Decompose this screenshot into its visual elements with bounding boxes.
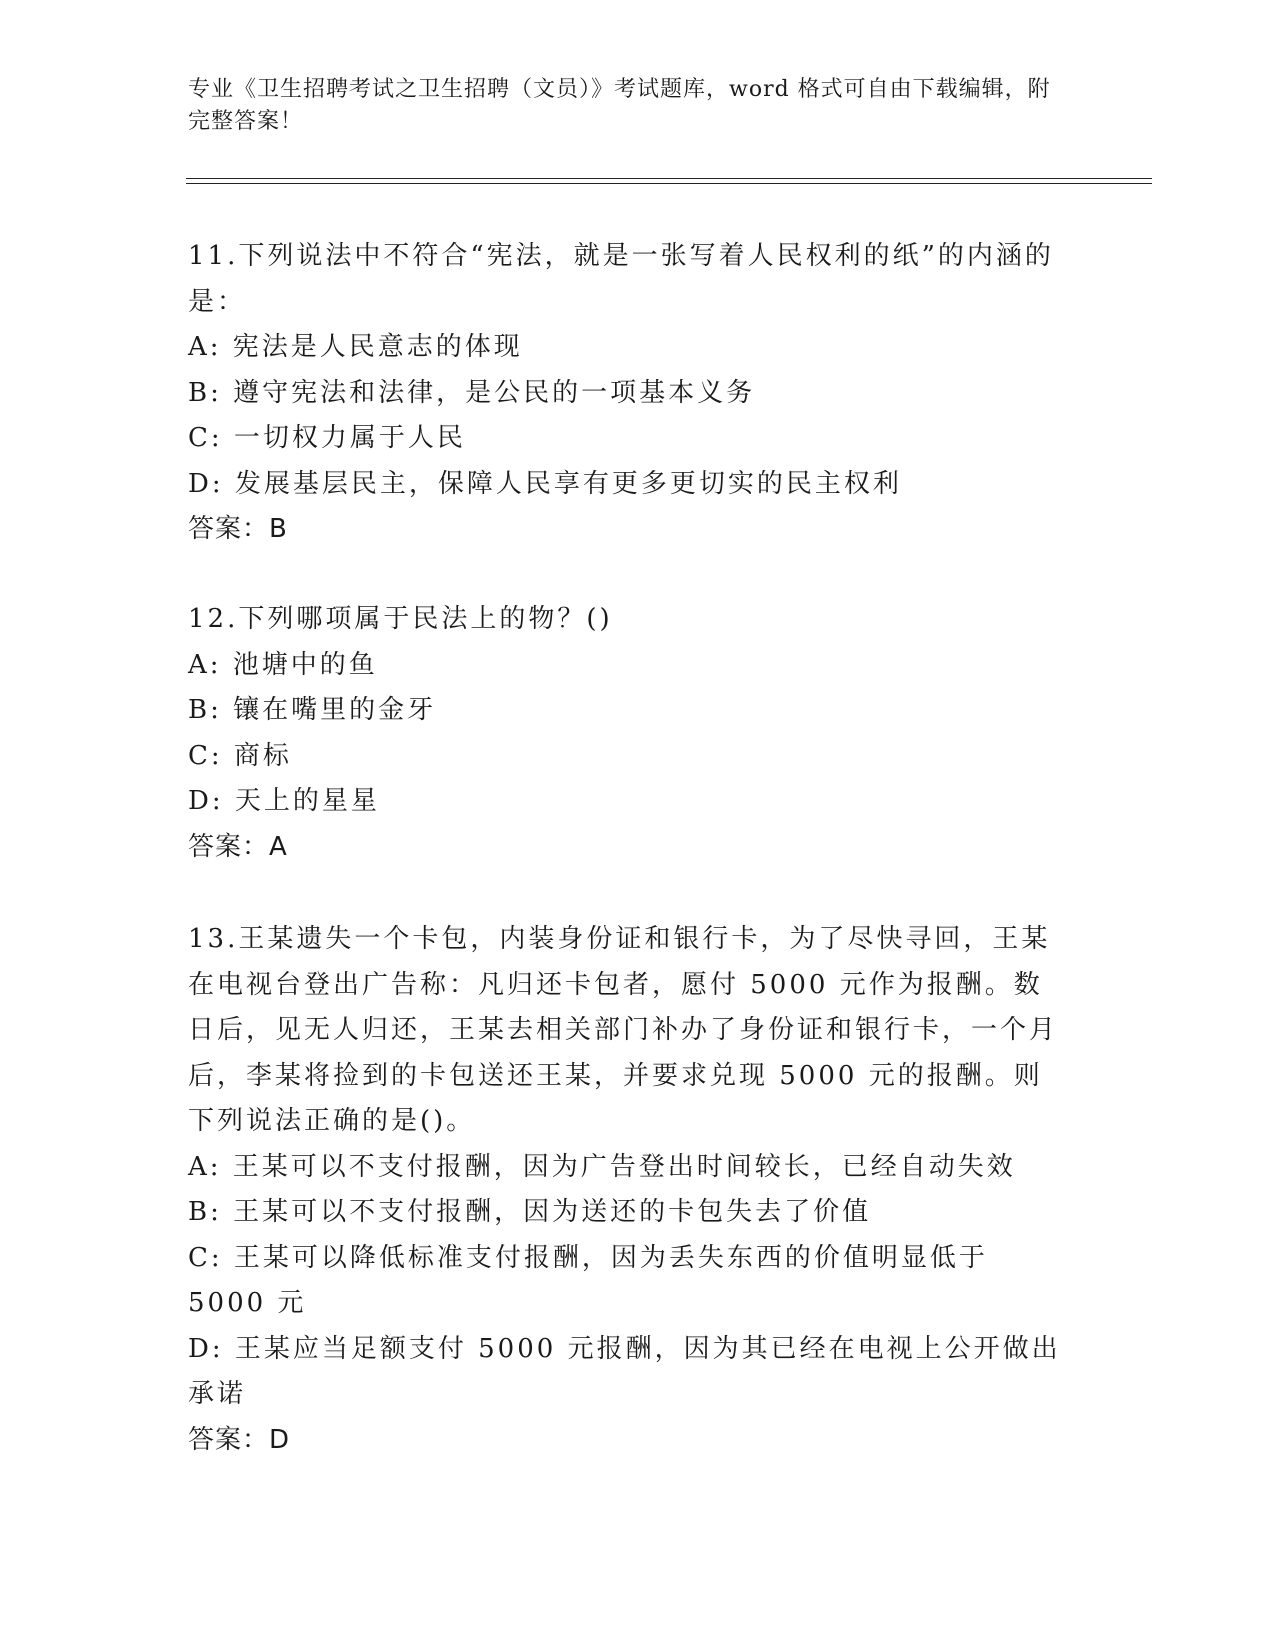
question-stem: 13.王某遗失一个卡包，内装身份证和银行卡，为了尽快寻回，王某在电视台登出广告称：凡归还卡包者，愿付 5000 元作为报酬。数日后，见无人归还，王某去相关部门补办了身份证和银行卡，一个月后，李某将捡到的卡包送还王某，并要求兑现 5000 元的报酬。则下列说法正确的是()。 (188, 924, 1059, 1136)
answer: 答案：A (188, 831, 288, 862)
answer: 答案：B (188, 514, 288, 544)
option-b: B: 王某可以不支付报酬，因为送还的卡包失去了价值 (188, 1197, 872, 1227)
header-rule-bottom (186, 183, 1152, 184)
question-13 (188, 917, 1068, 1463)
document-header: 专业《卫生招聘考试之卫生招聘（文员）》考试题库，word 格式可自由下载编辑，附完整答案！ (188, 77, 1051, 134)
option-d: D: 发展基层民主，保障人民享有更多更切实的民主权利 (188, 468, 902, 499)
option-c: C: 一切权力属于人民 (188, 423, 466, 453)
option-b: B: 镶在嘴里的金牙 (188, 695, 437, 725)
option-a: A: 宪法是人民意志的体现 (188, 332, 523, 362)
answer: 答案：D (188, 1424, 291, 1455)
option-c: C: 王某可以降低标准支付报酬，因为丢失东西的价值明显低于 5000 元 (188, 1242, 988, 1318)
option-d: D: 王某应当足额支付 5000 元报酬，因为其已经在电视上公开做出承诺 (188, 1333, 1061, 1409)
option-a: A: 池塘中的鱼 (188, 649, 378, 680)
option-d: D: 天上的星星 (188, 786, 380, 816)
question-stem: 11.下列说法中不符合“宪法，就是一张写着人民权利的纸”的内涵的是： (188, 241, 1054, 317)
question-11 (188, 234, 1068, 553)
option-b: B: 遵守宪法和法律，是公民的一项基本义务 (188, 377, 756, 408)
question-12 (188, 597, 1068, 870)
option-a: A: 王某可以不支付报酬，因为广告登出时间较长，已经自动失效 (188, 1151, 1016, 1182)
option-c: C: 商标 (188, 740, 292, 771)
question-stem: 12.下列哪项属于民法上的物？() (188, 604, 613, 634)
header-rule-top (186, 178, 1152, 179)
